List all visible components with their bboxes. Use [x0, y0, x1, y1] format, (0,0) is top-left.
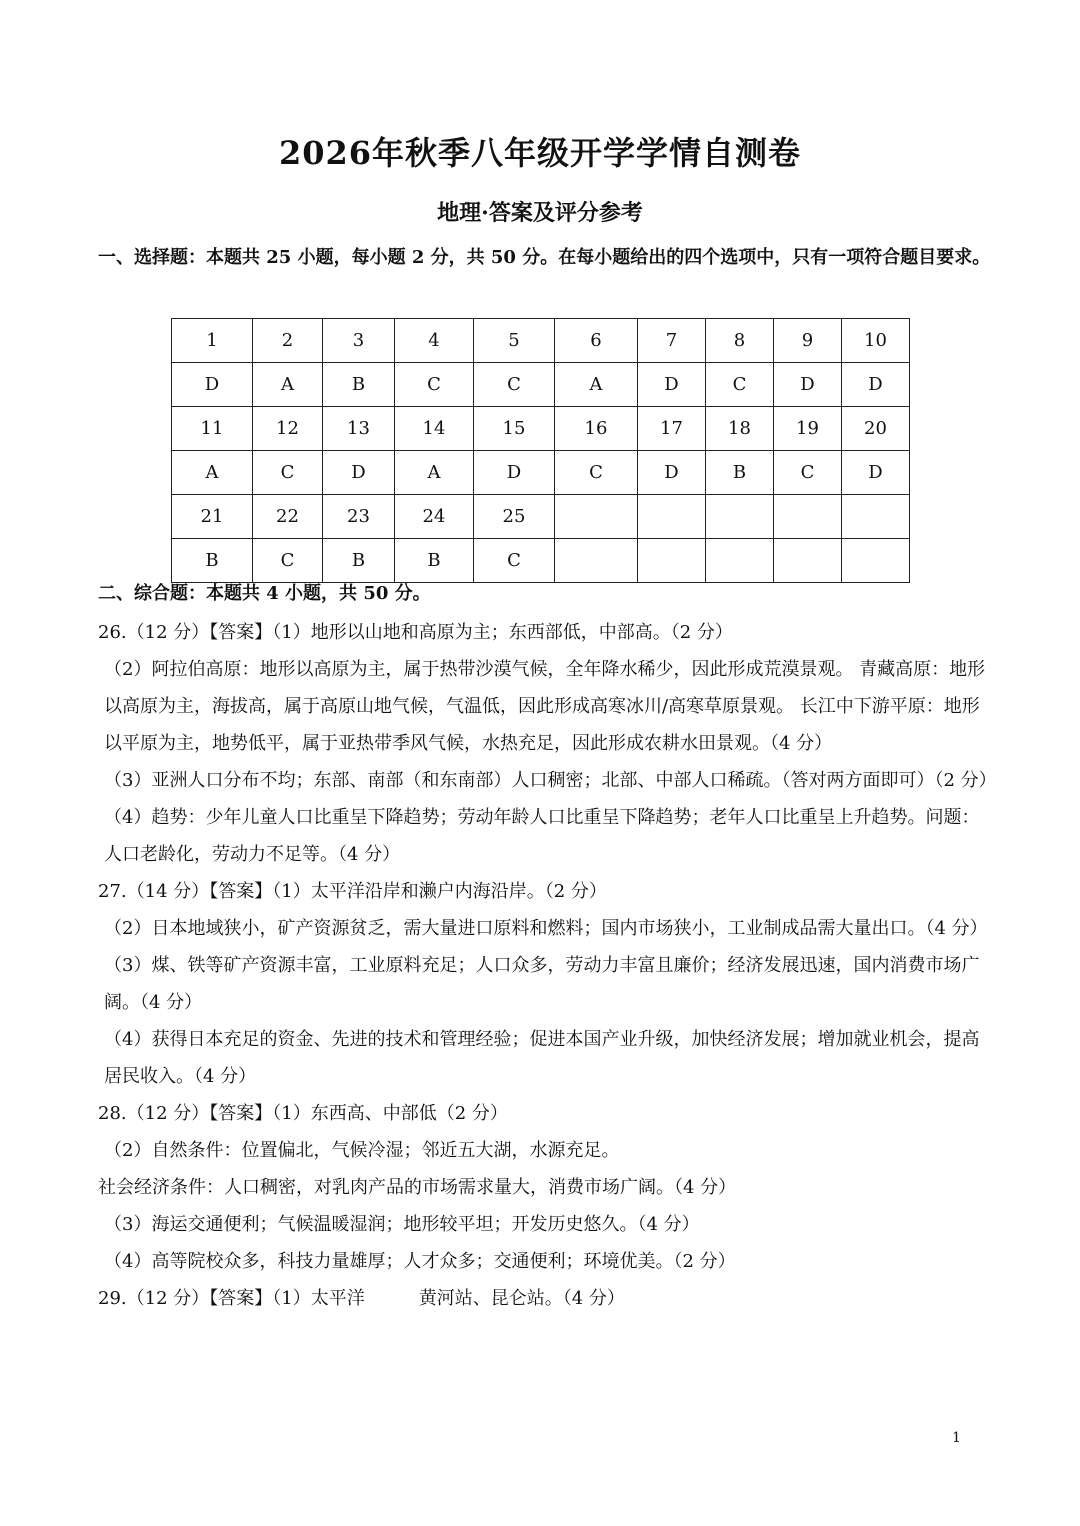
answer-paragraph: （3）煤、铁等矿产资源丰富，工业原料充足；人口众多，劳动力丰富且廉价；经济发展迅速，国内消费市场广阔。（4 分）: [104, 955, 980, 1013]
question-number-cell: [555, 495, 638, 539]
answer-cell: D: [774, 363, 842, 407]
answer-paragraph: （4）趋势：少年儿童人口比重呈下降趋势；劳动年龄人口比重呈下降趋势；老年人口比重呈上升趋势。问题：人口老龄化，劳动力不足等。（4 分）: [104, 807, 980, 865]
answer-paragraph: （2）日本地域狭小，矿产资源贫乏，需大量进口原料和燃料；国内市场狭小，工业制成品需大量出口。（4 分）: [104, 918, 988, 939]
question-number-cell: 22: [253, 495, 323, 539]
question-number-cell: 7: [638, 319, 706, 363]
answer-cell: C: [253, 451, 323, 495]
question-number-cell: 14: [395, 407, 474, 451]
section-heading-comprehensive: 二、综合题：本题共 4 小题，共 50 分。: [98, 583, 431, 604]
question-number-cell: [638, 495, 706, 539]
answer-table-row: [172, 319, 910, 363]
answer-paragraph: （4）获得日本充足的资金、先进的技术和管理经验；促进本国产业升级，加快经济发展；增加就业机会，提高居民收入。（4 分）: [104, 1029, 980, 1087]
question-number-cell: 5: [474, 319, 555, 363]
answer-table: [171, 318, 910, 583]
answer-cell: [842, 539, 910, 583]
question-number-cell: 10: [842, 319, 910, 363]
question-number-cell: 17: [638, 407, 706, 451]
answer-cell: [774, 539, 842, 583]
question-number-cell: [774, 495, 842, 539]
section-heading-choice: 一、选择题：本题共 25 小题，每小题 2 分，共 50 分。在每小题给出的四个选项中，只有一项符合题目要求。: [98, 247, 991, 268]
answer-paragraph: 26.（12 分）【答案】（1）地形以山地和高原为主；东西部低，中部高。（2 分）: [98, 622, 733, 643]
question-number-cell: 21: [172, 495, 253, 539]
document-subtitle: 地理·答案及评分参考: [437, 200, 643, 226]
answer-cell: B: [323, 539, 395, 583]
answer-paragraph: （3）海运交通便利；气候温暖湿润；地形较平坦；开发历史悠久。（4 分）: [104, 1214, 700, 1235]
answer-cell: C: [474, 363, 555, 407]
answer-table-row: [172, 407, 910, 451]
answer-cell: [555, 539, 638, 583]
answer-paragraph: （2）阿拉伯高原：地形以高原为主，属于热带沙漠气候，全年降水稀少，因此形成荒漠景观。 青藏高原：地形以高原为主，海拔高，属于高原山地气候，气温低，因此形成高寒冰川/高寒草原景观。 长江中下游平原：地形以平原为主，地势低平，属于亚热带季风气候，水热充足，因此形成农耕水田景观。（4 分）: [104, 659, 986, 754]
answer-paragraph: 29.（12 分）【答案】（1）太平洋 黄河站、昆仑站。（4 分）: [98, 1288, 625, 1309]
document-title: 2026年秋季八年级开学学情自测卷: [278, 134, 802, 172]
answer-table-row: [172, 363, 910, 407]
answer-cell: C: [774, 451, 842, 495]
answer-body: [98, 614, 997, 1317]
question-number-cell: [842, 495, 910, 539]
answer-paragraph: 28.（12 分）【答案】（1）东西高、中部低（2 分）: [98, 1103, 508, 1124]
answer-cell: A: [555, 363, 638, 407]
answer-cell: C: [706, 363, 774, 407]
question-number-cell: 24: [395, 495, 474, 539]
answer-cell: B: [706, 451, 774, 495]
answer-cell: D: [842, 451, 910, 495]
answer-paragraph: 社会经济条件：人口稠密，对乳肉产品的市场需求量大，消费市场广阔。（4 分）: [98, 1177, 737, 1198]
answer-paragraph: （4）高等院校众多，科技力量雄厚；人才众多；交通便利；环境优美。（2 分）: [104, 1251, 736, 1272]
question-number-cell: 6: [555, 319, 638, 363]
answer-cell: [706, 539, 774, 583]
answer-cell: C: [253, 539, 323, 583]
question-number-cell: 2: [253, 319, 323, 363]
question-number-cell: 13: [323, 407, 395, 451]
question-number-cell: 16: [555, 407, 638, 451]
question-number-cell: 11: [172, 407, 253, 451]
question-number-cell: 1: [172, 319, 253, 363]
answer-paragraph: 27.（14 分）【答案】（1）太平洋沿岸和濑户内海沿岸。（2 分）: [98, 881, 607, 902]
answer-cell: A: [253, 363, 323, 407]
question-number-cell: 8: [706, 319, 774, 363]
answer-cell: [638, 539, 706, 583]
answer-table-row: [172, 451, 910, 495]
answer-cell: D: [474, 451, 555, 495]
answer-cell: C: [395, 363, 474, 407]
question-number-cell: 20: [842, 407, 910, 451]
answer-cell: D: [172, 363, 253, 407]
answer-cell: B: [172, 539, 253, 583]
question-number-cell: [706, 495, 774, 539]
page-number: 1: [952, 1430, 961, 1446]
question-number-cell: 25: [474, 495, 555, 539]
question-number-cell: 9: [774, 319, 842, 363]
question-number-cell: 4: [395, 319, 474, 363]
question-number-cell: 18: [706, 407, 774, 451]
question-number-cell: 12: [253, 407, 323, 451]
answer-cell: B: [323, 363, 395, 407]
question-number-cell: 23: [323, 495, 395, 539]
answer-cell: C: [555, 451, 638, 495]
answer-cell: D: [842, 363, 910, 407]
question-number-cell: 19: [774, 407, 842, 451]
answer-cell: C: [474, 539, 555, 583]
answer-table-row: [172, 539, 910, 583]
answer-paragraph: （3）亚洲人口分布不均；东部、南部（和东南部）人口稠密；北部、中部人口稀疏。（答对两方面即可）（2 分）: [104, 770, 997, 791]
answer-cell: A: [395, 451, 474, 495]
answer-cell: D: [323, 451, 395, 495]
answer-paragraph: （2）自然条件：位置偏北，气候冷湿；邻近五大湖，水源充足。: [104, 1140, 620, 1161]
answer-cell: D: [638, 363, 706, 407]
answer-cell: A: [172, 451, 253, 495]
question-number-cell: 15: [474, 407, 555, 451]
question-number-cell: 3: [323, 319, 395, 363]
answer-table-row: [172, 495, 910, 539]
answer-cell: B: [395, 539, 474, 583]
answer-cell: D: [638, 451, 706, 495]
